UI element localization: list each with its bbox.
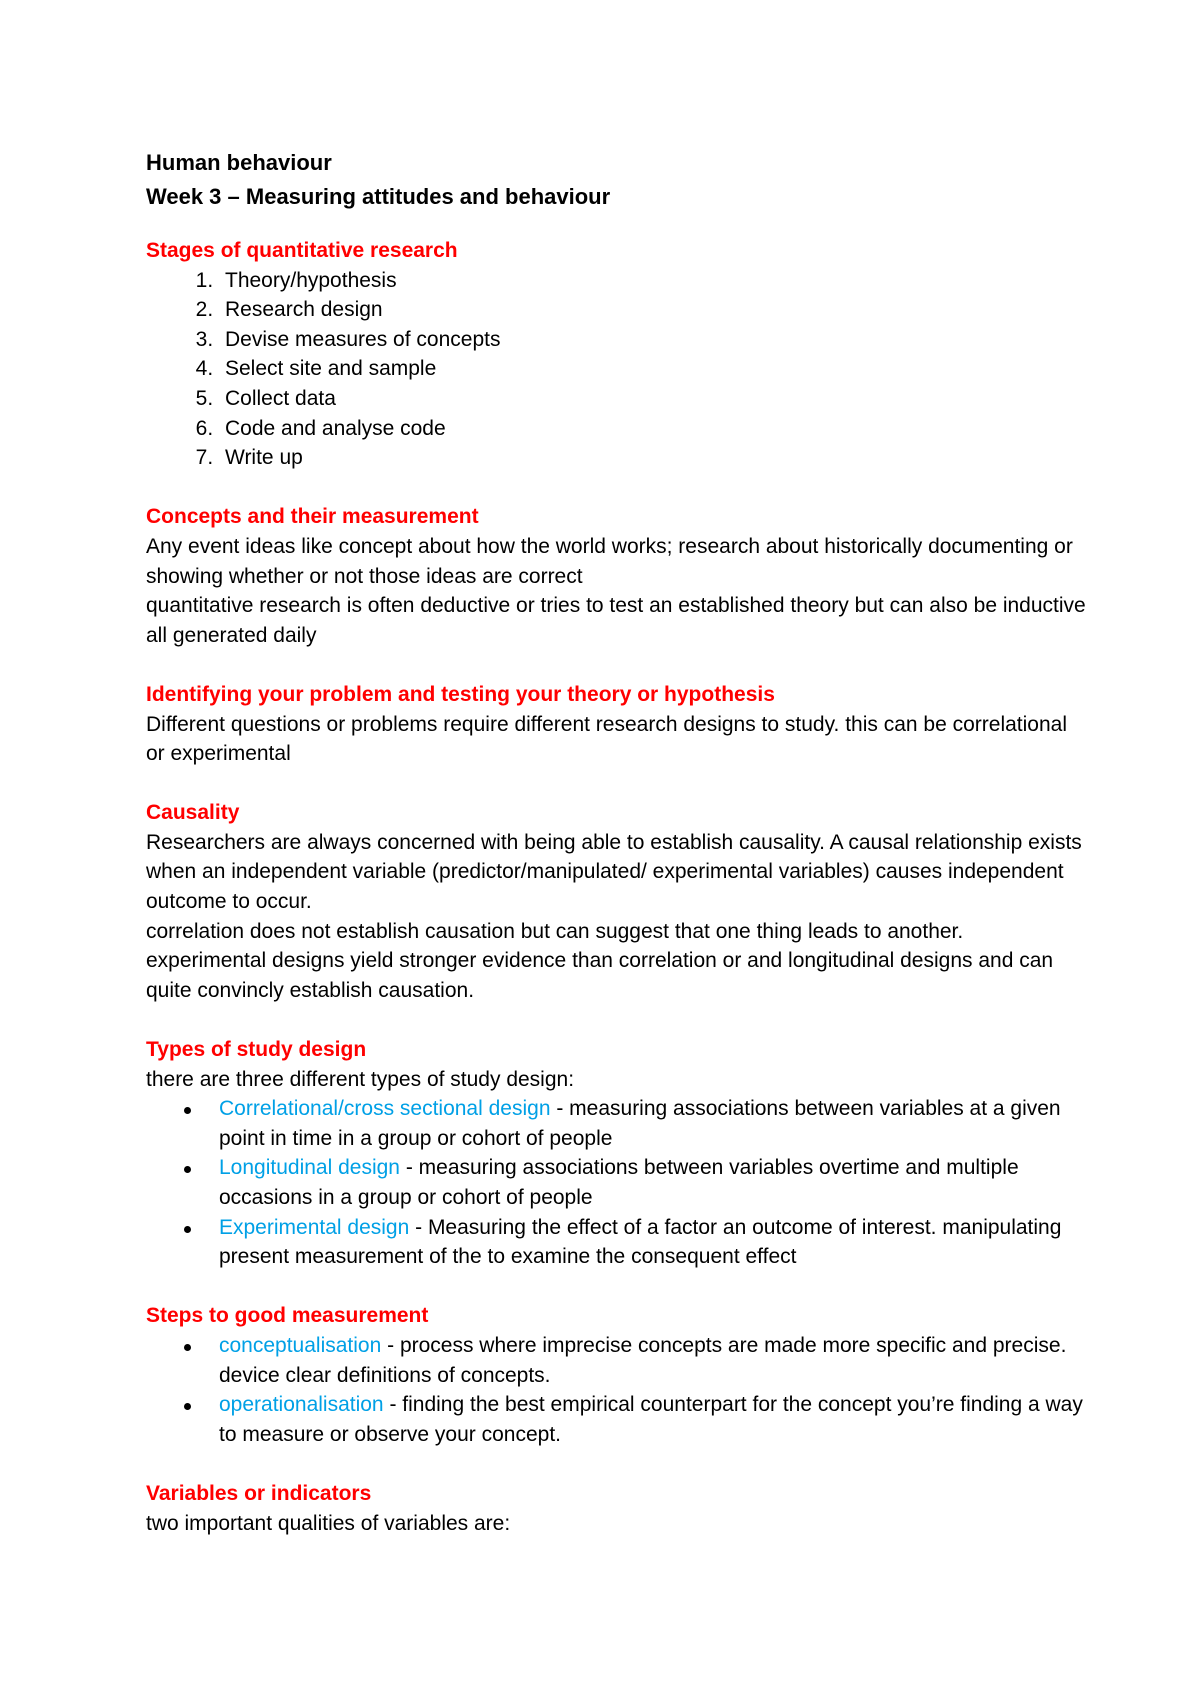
section-types	[146, 1035, 1086, 1272]
section-steps	[146, 1301, 1086, 1449]
term: operationalisation	[219, 1393, 384, 1417]
paragraph: two important qualities of variables are:	[146, 1511, 511, 1535]
section-heading: Variables or indicators	[146, 1481, 372, 1505]
bullet-icon	[184, 1403, 191, 1410]
paragraph: Researchers are always concerned with being able to establish causality. A causal relationship exists when an independent variable (predictor/manipulated/ experimental variables) causes independent outcome to occur.	[146, 830, 1082, 914]
section-heading: Steps to good measurement	[146, 1304, 429, 1328]
list-item: 7. Write up	[219, 443, 1086, 473]
term-description: - Measuring the effect of a factor an outcome of interest. manipulating present measurement of the to examine the consequent effect	[219, 1215, 1062, 1269]
paragraph: there are three different types of study design:	[146, 1067, 575, 1091]
document-page	[146, 146, 1086, 1538]
term-description: - process where imprecise concepts are made more specific and precise. device clear definitions of concepts.	[219, 1333, 1067, 1387]
paragraph: Any event ideas like concept about how the world works; research about historically documenting or showing whether or not those ideas are correct	[146, 534, 1073, 588]
section-concepts	[146, 502, 1086, 650]
bullet-icon	[184, 1226, 191, 1233]
paragraph: correlation does not establish causation but can suggest that one thing leads to another. experimental designs yield stronger evidence than correlation or and longitudinal designs and can quite convincly establish causation.	[146, 919, 1054, 1002]
list-item	[146, 1390, 1086, 1449]
paragraph: quantitative research is often deductive or tries to test an established theory but can also be inductive all generated daily	[146, 594, 1086, 647]
section-heading: Identifying your problem and testing your theory or hypothesis	[146, 682, 775, 706]
list-item: 2. Research design	[219, 295, 1086, 325]
document-subtitle: Week 3 – Measuring attitudes and behaviour	[146, 184, 611, 209]
stages-list	[146, 266, 1086, 473]
section-heading: Causality	[146, 801, 240, 825]
section-heading: Types of study design	[146, 1038, 367, 1062]
list-item: 5. Collect data	[219, 384, 1086, 414]
section-causality	[146, 798, 1086, 1005]
section-variables	[146, 1479, 1086, 1538]
section-stages	[146, 236, 1086, 473]
term: Experimental design	[219, 1215, 410, 1239]
term-description: - finding the best empirical counterpart for the concept you’re finding a way to measure or observe your concept.	[219, 1393, 1083, 1446]
list-item	[146, 1153, 1086, 1212]
section-identifying	[146, 680, 1086, 769]
design-types-list	[146, 1094, 1086, 1272]
list-item	[146, 1213, 1086, 1272]
list-item: 6. Code and analyse code	[219, 414, 1086, 444]
term-description: - measuring associations between variables overtime and multiple occasions in a group or cohort of people	[219, 1156, 1019, 1209]
list-item	[146, 1331, 1086, 1390]
list-item: 3. Devise measures of concepts	[219, 325, 1086, 355]
bullet-icon	[184, 1166, 191, 1173]
term: Longitudinal design	[219, 1156, 400, 1180]
list-item: 4. Select site and sample	[219, 354, 1086, 384]
list-item	[146, 1094, 1086, 1153]
bullet-icon	[184, 1344, 191, 1351]
term: Correlational/cross sectional design	[219, 1097, 551, 1121]
section-heading: Stages of quantitative research	[146, 239, 458, 262]
steps-list	[146, 1331, 1086, 1449]
section-heading: Concepts and their measurement	[146, 505, 479, 529]
document-title: Human behaviour	[146, 150, 332, 175]
list-item: 1. Theory/hypothesis	[219, 266, 1086, 296]
bullet-icon	[184, 1107, 191, 1114]
paragraph: Different questions or problems require different research designs to study. this can be correlational or experimental	[146, 712, 1067, 766]
term-description: - measuring associations between variables at a given point in time in a group or cohort of people	[219, 1097, 1061, 1150]
term: conceptualisation	[219, 1333, 382, 1357]
